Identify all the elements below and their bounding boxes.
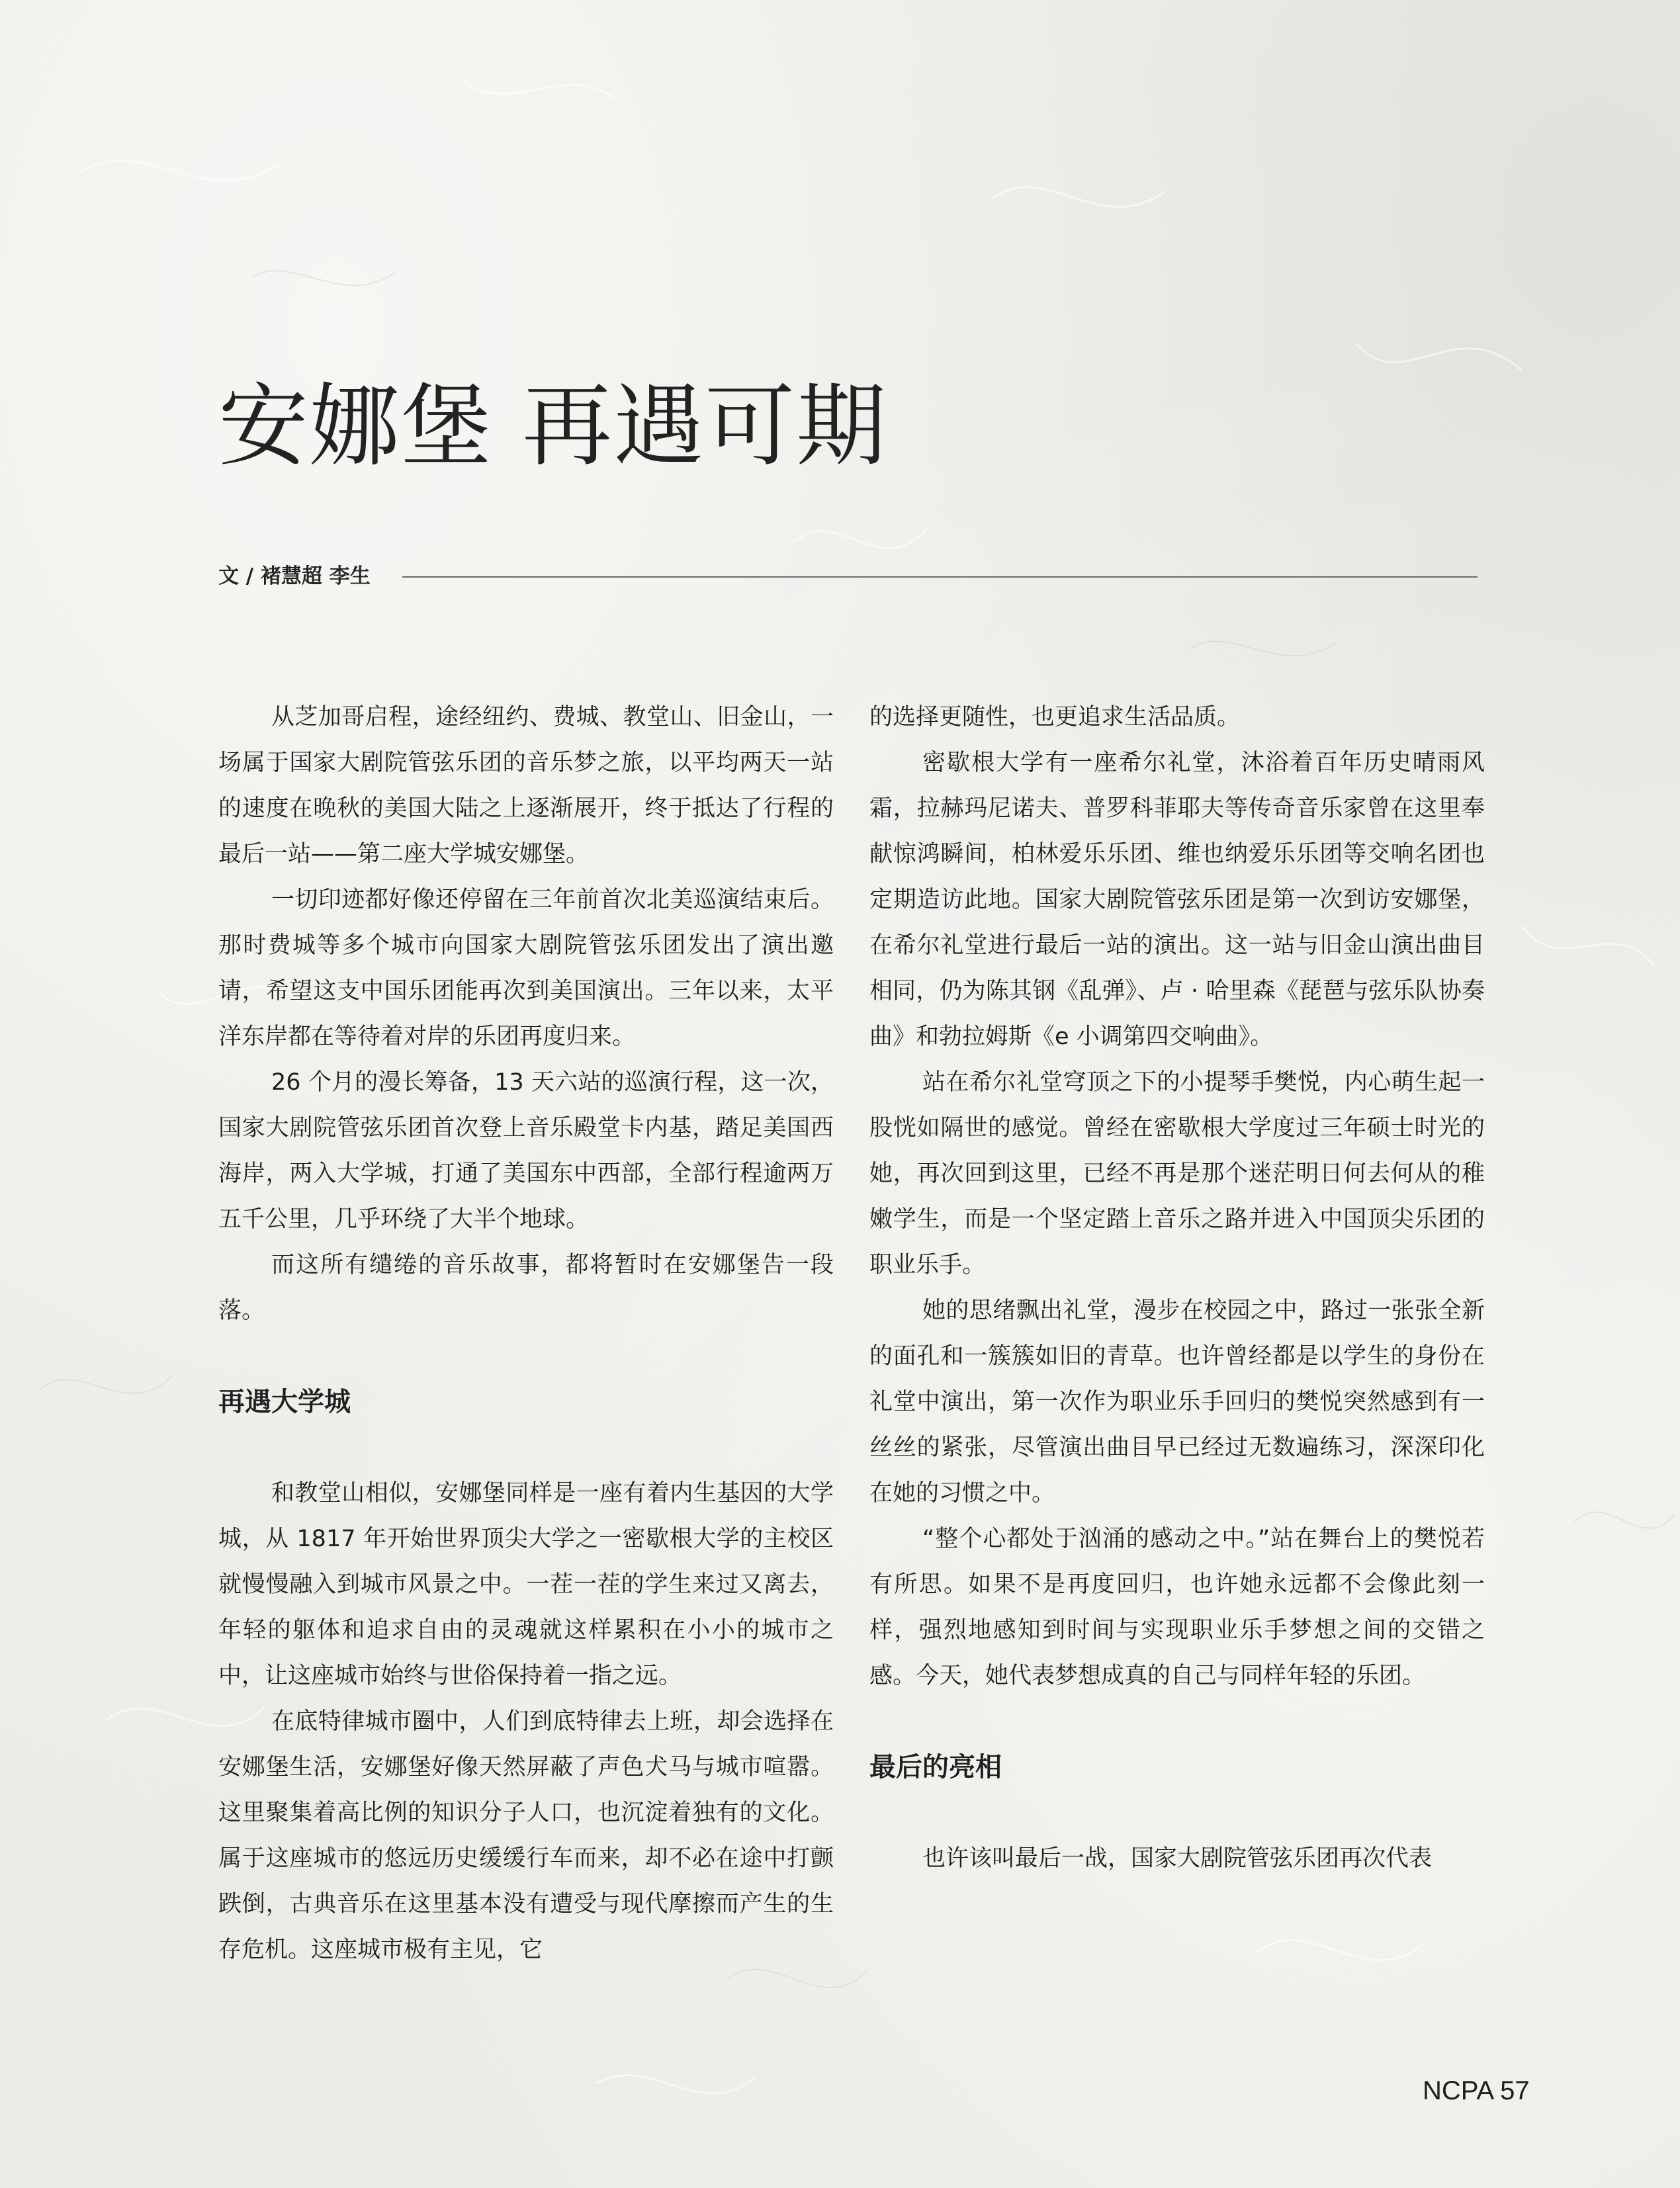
magazine-name: NCPA [1423,2076,1493,2105]
body-paragraph: 而这所有缱绻的音乐故事，都将暂时在安娜堡告一段落。 [218,1252,834,1324]
body-paragraph: 她的思绪飘出礼堂，漫步在校园之中，路过一张张全新的面孔和一簇簇如旧的青草。也许曾经都是以学生的身份在礼堂中演出，第一次作为职业乐手回归的樊悦突然感到有一丝丝的紧张，尽管演出曲目早已经过无数遍练习，深深印化在她的习惯之中。 [869,1297,1485,1507]
body-paragraph: “整个心都处于汹涌的感动之中。”站在舞台上的樊悦若有所思。如果不是再度回归，也许她永远都不会像此刻一样，强烈地感知到时间与实现职业乐手梦想之间的交错之感。今天，她代表梦想成真的自己与同样年轻的乐团。 [869,1526,1485,1689]
body-paragraph: 26 个月的漫长筹备，13 天六站的巡演行程，这一次，国家大剧院管弦乐团首次登上音乐殿堂卡内基，踏足美国西海岸，两入大学城，打通了美国东中西部，全部行程逾两万五千公里，几乎环绕了大半个地球。 [218,1069,834,1233]
article-title: 安娜堡 再遇可期 [218,374,888,479]
body-paragraph: 的选择更随性，也更追求生活品质。 [869,704,1241,730]
left-column [218,695,834,1973]
body-paragraph: 密歇根大学有一座希尔礼堂，沐浴着百年历史晴雨风霜，拉赫玛尼诺夫、普罗科菲耶夫等传奇音乐家曾在这里奉献惊鸿瞬间，柏林爱乐乐团、维也纳爱乐乐团等交响名团也定期造访此地。国家大剧院管弦乐团是第一次到访安娜堡，在希尔礼堂进行最后一站的演出。这一站与旧金山演出曲目相同，仍为陈其钢《乱弹》、卢 · 哈里森《琵琶与弦乐队协奏曲》和勃拉姆斯《e 小调第四交响曲》。 [869,750,1485,1050]
section-heading: 再遇大学城 [218,1387,351,1417]
body-paragraph: 和教堂山相似，安娜堡同样是一座有着内生基因的大学城，从 1817 年开始世界顶尖大学之一密歇根大学的主校区就慢慢融入到城市风景之中。一茬一茬的学生来过又离去，年轻的躯体和追求自由的灵魂就这样累积在小小的城市之中，让这座城市始终与世俗保持着一指之远。 [218,1480,834,1689]
right-column [869,695,1485,1882]
body-paragraph: 也许该叫最后一战，国家大剧院管弦乐团再次代表 [922,1845,1433,1872]
byline: 文 / 褚慧超 李生 [218,564,371,588]
page-footer [1423,2071,1575,2111]
body-paragraph: 从芝加哥启程，途经纽约、费城、教堂山、旧金山，一场属于国家大剧院管弦乐团的音乐梦之旅，以平均两天一站的速度在晚秋的美国大陆之上逐渐展开，终于抵达了行程的最后一站——第二座大学城安娜堡。 [218,704,834,867]
body-paragraph: 一切印迹都好像还停留在三年前首次北美巡演结束后。那时费城等多个城市向国家大剧院管弦乐团发出了演出邀请，希望这支中国乐团能再次到美国演出。三年以来，太平洋东岸都在等待着对岸的乐团再度归来。 [218,887,834,1050]
byline-divider [402,576,1478,578]
body-paragraph: 站在希尔礼堂穹顶之下的小提琴手樊悦，内心萌生起一股恍如隔世的感觉。曾经在密歇根大学度过三年硕士时光的她，再次回到这里，已经不再是那个迷茫明日何去何从的稚嫩学生，而是一个坚定踏上音乐之路并进入中国顶尖乐团的职业乐手。 [869,1069,1485,1278]
section-heading: 最后的亮相 [869,1752,1002,1782]
page-number: 57 [1500,2076,1530,2105]
body-paragraph: 在底特律城市圈中，人们到底特律去上班，却会选择在安娜堡生活，安娜堡好像天然屏蔽了声色犬马与城市喧嚣。这里聚集着高比例的知识分子人口，也沉淀着独有的文化。属于这座城市的悠远历史缓缓行车而来，却不必在途中打颤跌倒，古典音乐在这里基本没有遭受与现代摩擦而产生的生存危机。这座城市极有主见，它 [218,1708,834,1963]
